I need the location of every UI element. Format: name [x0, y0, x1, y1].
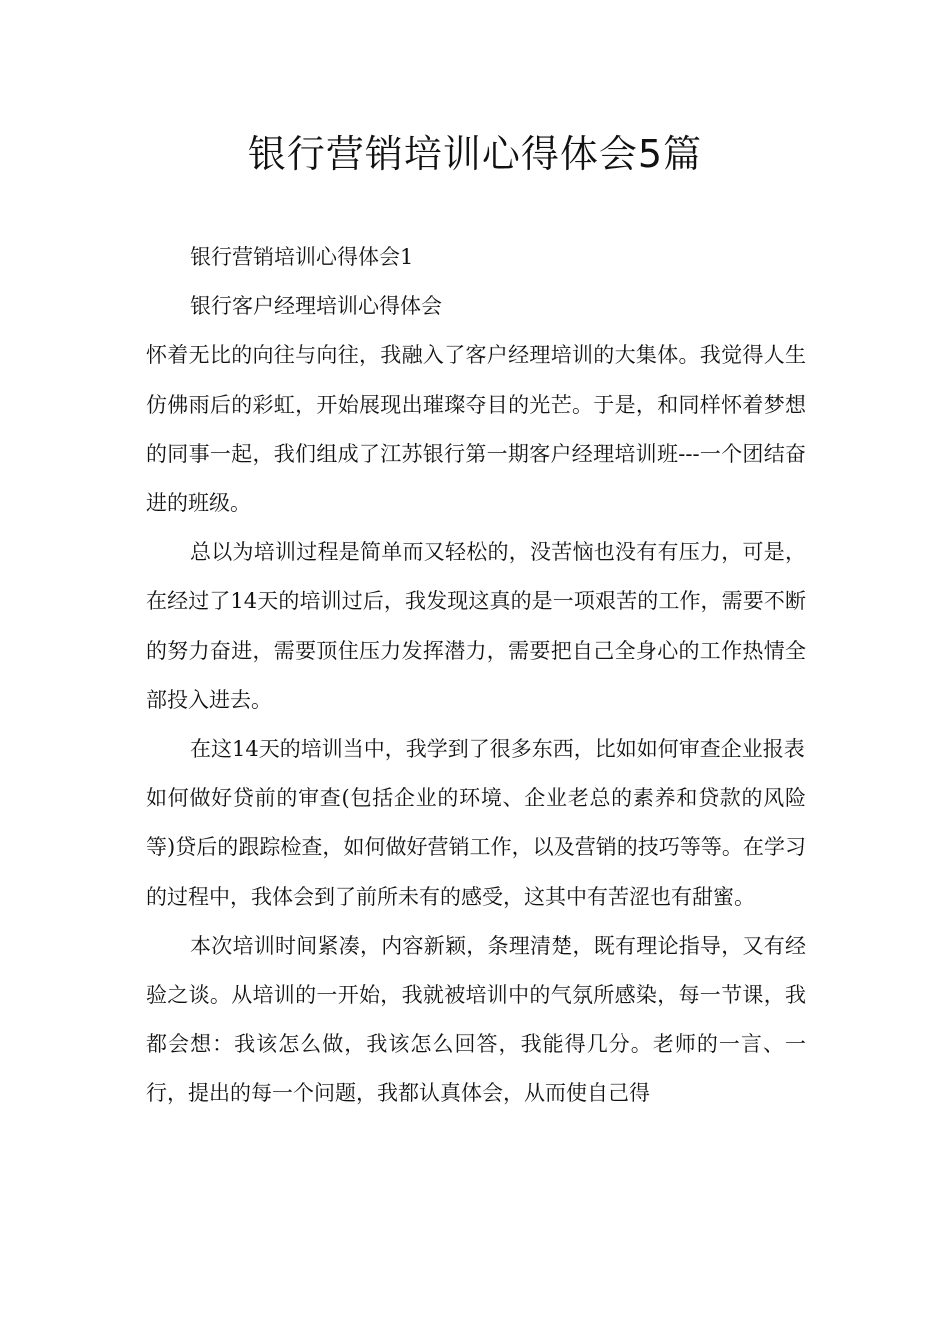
paragraph: 怀着无比的向往与向往，我融入了客户经理培训的大集体。我觉得人生仿佛雨后的彩虹，开始展现出璀璨夺目的光芒。于是，和同样怀着梦想的同事一起，我们组成了江苏银行第一期客户经理培训班---一个团结奋进的班级。 [146, 343, 806, 516]
paragraph: 在这14天的培训当中，我学到了很多东西，比如如何审查企业报表 [190, 737, 805, 762]
paragraph: 总以为培训过程是简单而又轻松的，没苦恼也没有有压力，可是，在经过了14天的培训过后，我发现这真的是一项艰苦的工作，需要不断的努力奋进，需要顶住压力发挥潜力，需要把自己全身心的工作热情全部投入进去。 [146, 540, 806, 712]
document-title: 银行营销培训心得体会5篇 [247, 132, 703, 176]
paragraph: 本次培训时间紧凑，内容新颖，条理清楚，既有理论指导，又有经验之谈。从培训的一开始，我就被培训中的气氛所感染，每一节课，我都会想：我该怎么做，我该怎么回答，我能得几分。老师的一言、一行，提出的每一个问题，我都认真体会，从而使自己得 [146, 933, 806, 1106]
paragraph: 如何做好贷前的审查(包括企业的环境、企业老总的素养和贷款的风险等)贷后的跟踪检查，如何做好营销工作，以及营销的技巧等等。在学习的过程中，我体会到了前所未有的感受，这其中有苦涩也有甜蜜。 [146, 786, 806, 909]
document-body [146, 233, 806, 1119]
paragraph: 银行客户经理培训心得体会 [190, 294, 442, 319]
paragraph: 银行营销培训心得体会1 [190, 245, 414, 269]
